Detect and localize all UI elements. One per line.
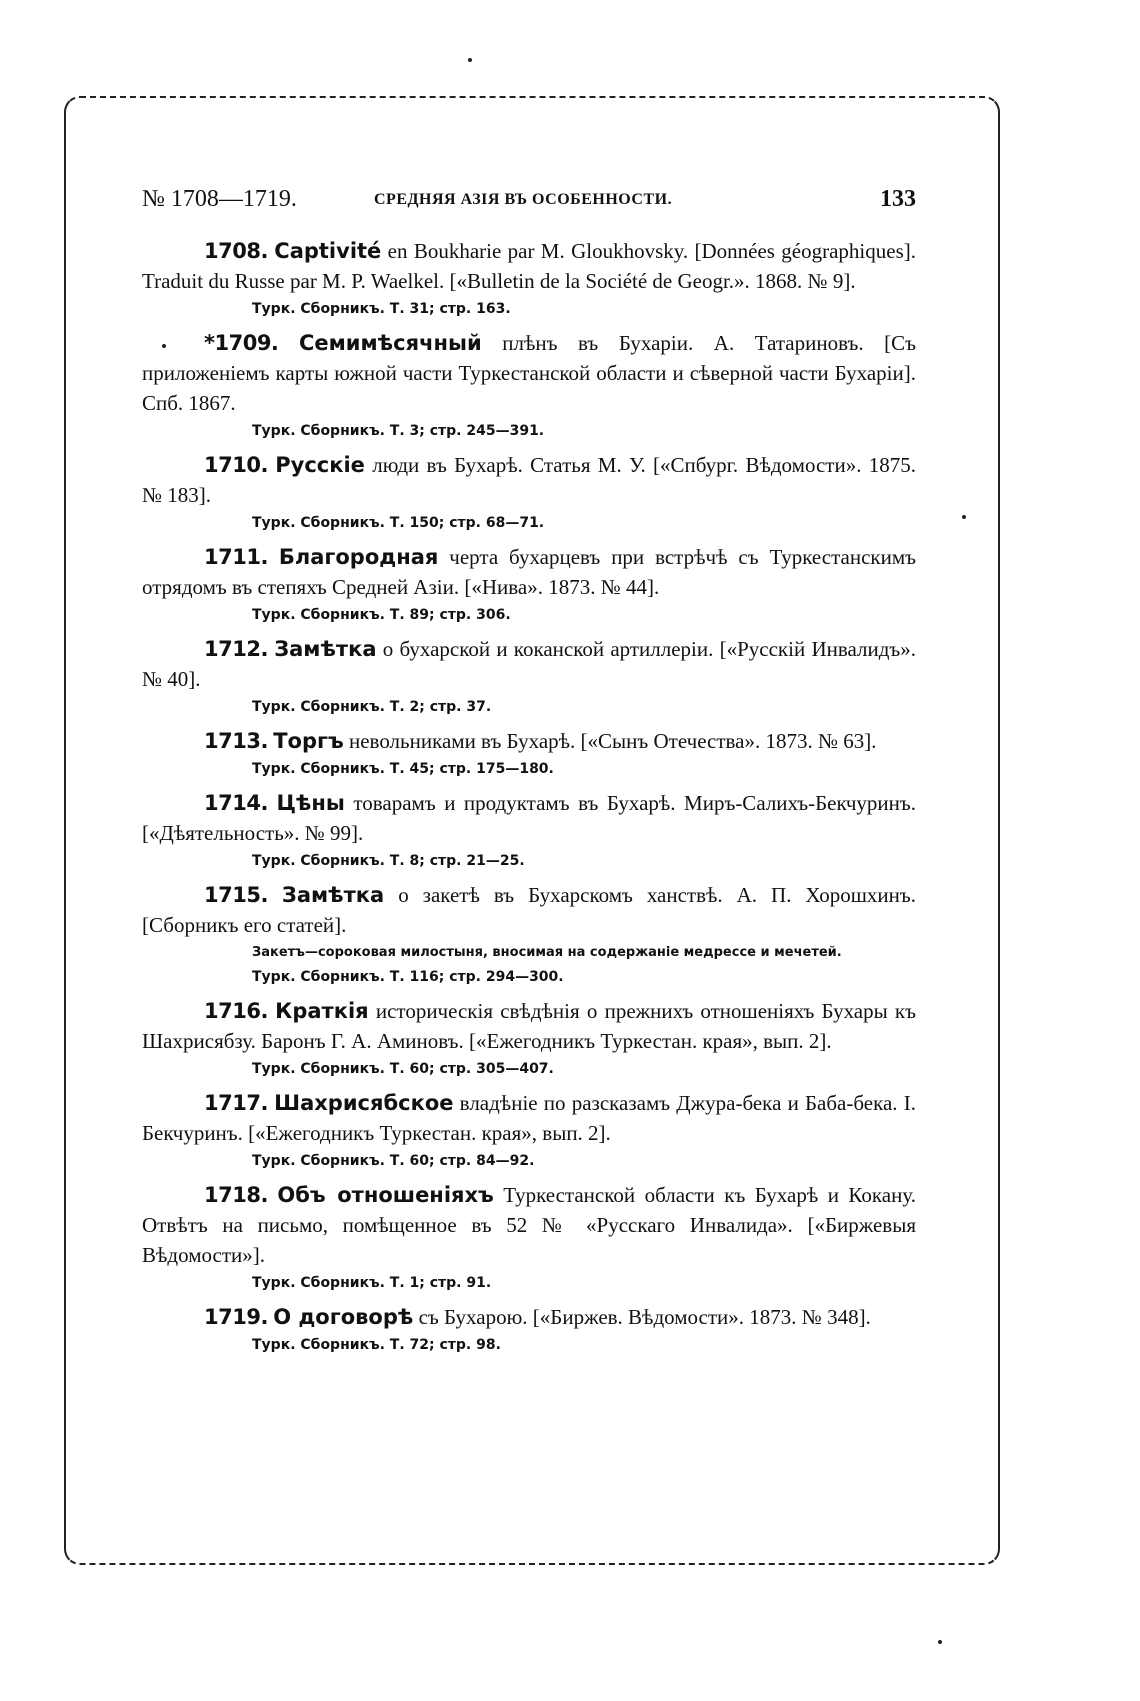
entry-source: Турк. Сборникъ. Т. 72; стр. 98. bbox=[252, 1337, 501, 1353]
entry-number: 1717. bbox=[204, 1091, 268, 1115]
entry-text: товарамъ и продуктамъ въ Бухарѣ. Миръ-Салихъ-Бекчуринъ. [«Дѣятельность». № 99]. bbox=[142, 791, 916, 845]
entry-text: владѣніе по разсказамъ Джура-бека и Баба-бека. І. Бекчуринъ. [«Ежегодникъ Туркестан. края», вып. 2]. bbox=[142, 1091, 916, 1145]
entry-text: Туркестанской области къ Бухарѣ и Кокану. Отвѣтъ на письмо, помѣщенное въ 52 № «Русскаго Инвалида». [«Биржевыя Вѣдомости»]. bbox=[142, 1183, 916, 1267]
entry-number: 1718. bbox=[204, 1183, 268, 1207]
entry-text: о бухарской и коканской артиллеріи. [«Русскій Инвалидъ». № 40]. bbox=[142, 637, 917, 691]
entry-source: Турк. Сборникъ. Т. 60; стр. 305—407. bbox=[252, 1061, 554, 1077]
entry-number: 1715. bbox=[204, 883, 268, 907]
entry-number: 1711. bbox=[204, 545, 268, 569]
entry-source: Турк. Сборникъ. Т. 45; стр. 175—180. bbox=[252, 761, 554, 777]
bibliography-entry bbox=[142, 542, 916, 626]
bibliography-entry bbox=[142, 634, 916, 718]
entry-keyword: Шахрисябское bbox=[274, 1091, 454, 1115]
bibliography-entry bbox=[142, 1180, 916, 1294]
entry-keyword: Краткія bbox=[275, 999, 369, 1023]
entry-keyword: Объ отношеніяхъ bbox=[277, 1183, 494, 1207]
entry-keyword: О договорѣ bbox=[273, 1305, 414, 1329]
entry-source: Турк. Сборникъ. Т. 89; стр. 306. bbox=[252, 607, 511, 623]
entry-text: люди въ Бухарѣ. Статья М. У. [«Спбург. Вѣдомости». 1875. № 183]. bbox=[142, 453, 917, 507]
entry-number: *1709. bbox=[204, 331, 279, 355]
page-number: 133 bbox=[880, 186, 916, 212]
entry-text: о закетѣ въ Бухарскомъ ханствѣ. А. П. Хорошхинъ. [Сборникъ его статей]. bbox=[142, 883, 917, 937]
entry-source: Турк. Сборникъ. Т. 150; стр. 68—71. bbox=[252, 515, 545, 531]
entry-source: Турк. Сборникъ. Т. 1; стр. 91. bbox=[252, 1275, 492, 1291]
entry-source: Турк. Сборникъ. Т. 3; стр. 245—391. bbox=[252, 423, 545, 439]
bibliography-list bbox=[142, 236, 916, 1364]
bibliography-entry bbox=[142, 236, 916, 320]
entry-keyword: Благородная bbox=[278, 545, 439, 569]
entry-source: Турк. Сборникъ. Т. 60; стр. 84—92. bbox=[252, 1153, 535, 1169]
bibliography-entry bbox=[142, 1302, 916, 1356]
entry-note: Закетъ—сороковая милостыня, вносимая на содержаніе медрессе и мечетей. bbox=[252, 945, 842, 960]
entry-source: Турк. Сборникъ. Т. 116; стр. 294—300. bbox=[252, 969, 564, 985]
bibliography-entry bbox=[142, 880, 916, 988]
entry-text: невольниками въ Бухарѣ. [«Сынъ Отечества». 1873. № 63]. bbox=[343, 729, 877, 753]
entry-keyword: Семимѣсячный bbox=[298, 331, 482, 355]
entry-source: Турк. Сборникъ. Т. 31; стр. 163. bbox=[252, 301, 511, 317]
bibliography-entry bbox=[142, 996, 916, 1080]
entry-number: 1713. bbox=[204, 729, 268, 753]
entry-keyword: Замѣтка bbox=[274, 637, 377, 661]
entry-number: 1714. bbox=[204, 791, 268, 815]
entry-keyword: Русскіе bbox=[275, 453, 365, 477]
entry-text: съ Бухарою. [«Биржев. Вѣдомости». 1873. № 348]. bbox=[413, 1305, 871, 1329]
speck bbox=[938, 1640, 942, 1644]
entry-range: № 1708—1719. bbox=[142, 186, 297, 212]
entry-text: en Boukharie par M. Gloukhovsky. [Données géographiques]. Traduit du Russe par M. P. Waelkel. [«Bulletin de la Société de Geogr.». 1868. № 9]. bbox=[142, 239, 916, 293]
entry-number: 1712. bbox=[204, 637, 268, 661]
bibliography-entry bbox=[142, 450, 916, 534]
bibliography-entry bbox=[142, 328, 916, 442]
entry-source: Турк. Сборникъ. Т. 2; стр. 37. bbox=[252, 699, 492, 715]
entry-number: 1716. bbox=[204, 999, 268, 1023]
entry-keyword: Captivité bbox=[274, 239, 382, 263]
running-header bbox=[142, 186, 916, 220]
entry-source: Турк. Сборникъ. Т. 8; стр. 21—25. bbox=[252, 853, 525, 869]
entry-text: историческія свѣдѣнія о прежнихъ отношеніяхъ Бухары къ Шахрисябзу. Баронъ Г. А. Аминовъ. [«Ежегодникъ Туркестан. края», вып. 2]. bbox=[142, 999, 916, 1053]
bibliography-entry bbox=[142, 726, 916, 780]
entry-text: плѣнъ въ Бухаріи. А. Татариновъ. [Съ приложеніемъ карты южной части Туркестанской области и сѣверной части Бухаріи]. Спб. 1867. bbox=[142, 331, 916, 415]
entry-keyword: Цѣны bbox=[276, 791, 345, 815]
running-title: СРЕДНЯЯ АЗІЯ ВЪ ОСОБЕННОСТИ. bbox=[374, 191, 673, 208]
entry-number: 1719. bbox=[204, 1305, 268, 1329]
entry-number: 1710. bbox=[204, 453, 268, 477]
entry-keyword: Замѣтка bbox=[281, 883, 385, 907]
speck bbox=[962, 515, 966, 519]
entry-number: 1708. bbox=[204, 239, 268, 263]
bibliography-entry bbox=[142, 788, 916, 872]
entry-keyword: Торгъ bbox=[273, 729, 344, 753]
bibliography-entry bbox=[142, 1088, 916, 1172]
speck bbox=[468, 58, 472, 62]
entry-text: черта бухарцевъ при встрѣчѣ съ Туркестанскимъ отрядомъ въ степяхъ Средней Азіи. [«Нива». 1873. № 44]. bbox=[142, 545, 916, 599]
